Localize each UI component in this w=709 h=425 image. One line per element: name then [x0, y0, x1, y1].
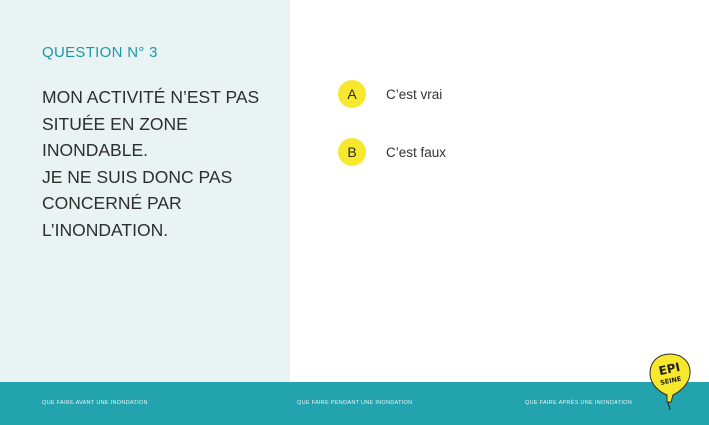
footer-link-before[interactable]: QUE FAIRE AVANT UNE INONDATION: [42, 400, 148, 406]
answer-option-b[interactable]: [338, 137, 446, 167]
logo-text-epi: EPI: [657, 359, 682, 379]
logo-string: [668, 402, 670, 410]
footer-link-during[interactable]: QUE FAIRE PENDANT UNE INONDATION: [297, 400, 413, 406]
answer-a-label[interactable]: C’est vrai: [386, 86, 443, 102]
footer-nav: [0, 382, 709, 425]
question-text: MON ACTIVITÉ N’EST PAS SITUÉE EN ZONE INONDABLE. JE NE SUIS DONC PAS CONCERNÉ PAR L’INONDATION.: [42, 87, 260, 240]
question-number: QUESTION N° 3: [42, 44, 158, 61]
answer-b-badge[interactable]: B: [338, 138, 366, 166]
footer-link-after[interactable]: QUE FAIRE APRÈS UNE INONDATION: [525, 400, 632, 406]
question-panel: [0, 0, 290, 382]
answer-b-label[interactable]: C’est faux: [386, 144, 447, 160]
logo-text-seine: SEINE: [659, 374, 683, 387]
answer-a-badge[interactable]: A: [338, 80, 366, 108]
epi-seine-logo: [648, 352, 692, 412]
answer-option-a[interactable]: [338, 79, 442, 109]
